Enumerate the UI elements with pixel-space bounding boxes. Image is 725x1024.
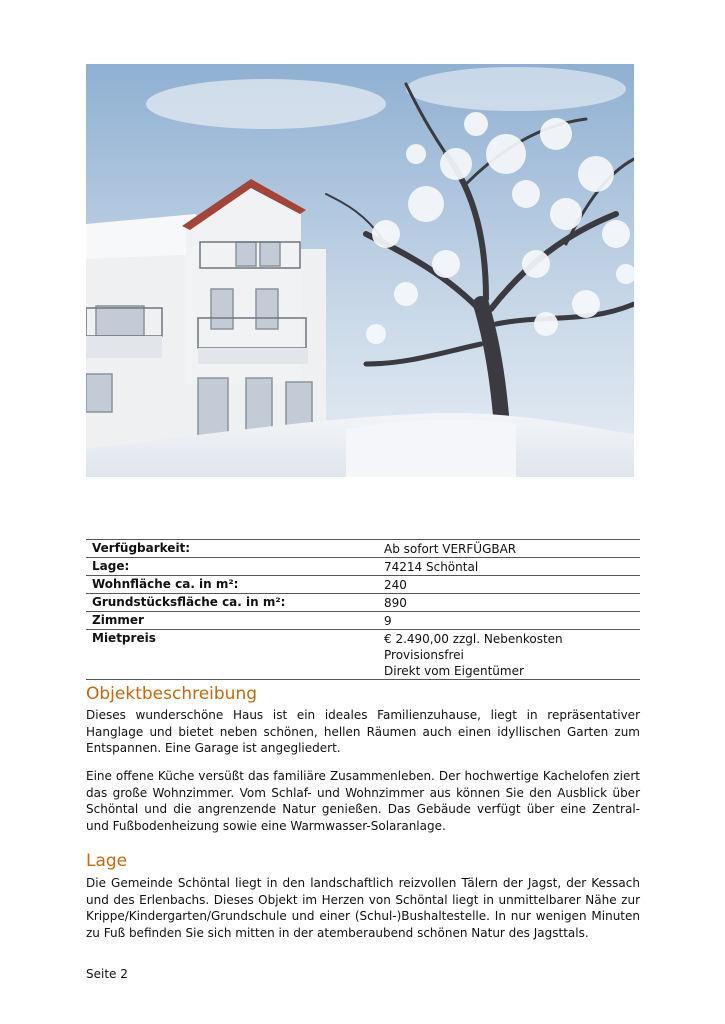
page-number: Seite 2 <box>86 967 128 981</box>
fact-row-availability <box>86 540 640 558</box>
fact-row-rent <box>86 630 640 680</box>
section-heading-description: Objektbeschreibung <box>86 684 258 704</box>
property-facts-table <box>86 539 640 680</box>
fact-row-living-area <box>86 576 640 594</box>
fact-label: Grundstücksfläche ca. in m²: <box>86 594 378 612</box>
fact-row-plot-area <box>86 594 640 612</box>
fact-label: Wohnfläche ca. in m²: <box>86 576 378 594</box>
fact-label: Mietpreis <box>86 630 378 680</box>
fact-row-location <box>86 558 640 576</box>
description-paragraph: Dieses wunderschöne Haus ist ein ideales Familienzuhause, liegt in repräsentativer Hanglage und bietet neben schönen, hellen Räumen auch einen idyllischen Garten zum Entspannen. Eine Garage ist angegliedert. <box>86 708 640 755</box>
fact-row-rooms <box>86 612 640 630</box>
house-in-snow-photo-icon <box>86 64 634 477</box>
fact-value: Direkt vom Eigentümer <box>384 664 524 678</box>
fact-value: 74214 Schöntal <box>384 560 479 574</box>
fact-value: 890 <box>384 596 407 610</box>
fact-value: Provisionsfrei <box>384 648 464 662</box>
fact-value: 9 <box>384 614 392 628</box>
property-photo <box>86 64 634 477</box>
fact-label: Verfügbarkeit: <box>86 540 378 558</box>
fact-value: Ab sofort VERFÜGBAR <box>384 542 517 556</box>
fact-value: 240 <box>384 578 407 592</box>
fact-label: Lage: <box>86 558 378 576</box>
section-heading-location: Lage <box>86 851 128 871</box>
fact-label: Zimmer <box>86 612 378 630</box>
fact-value: € 2.490,00 zzgl. Nebenkosten <box>384 632 563 646</box>
description-paragraph: Eine offene Küche versüßt das familiäre Zusammenleben. Der hochwertige Kachelofen ziert das große Wohnzimmer. Vom Schlaf- und Wohnzimmer aus können Sie den Ausblick über Schöntal und die angrenzende Natur genießen. Das Gebäude verfügt über eine Zentral- und Fußbodenheizung sowie eine Warmwasser-Solaranlage. <box>86 769 640 833</box>
location-paragraph: Die Gemeinde Schöntal liegt in den landschaftlich reizvollen Tälern der Jagst, der Kessach und des Erlenbachs. Dieses Objekt im Herzen von Schöntal liegt in unmittelbarer Nähe zur Krippe/Kindergarten/Grundschule und einer (Schul-)Bushaltestelle. In nur wenigen Minuten zu Fuß befinden Sie sich mitten in der atemberaubend schönen Natur des Jagsttals. <box>86 876 640 940</box>
